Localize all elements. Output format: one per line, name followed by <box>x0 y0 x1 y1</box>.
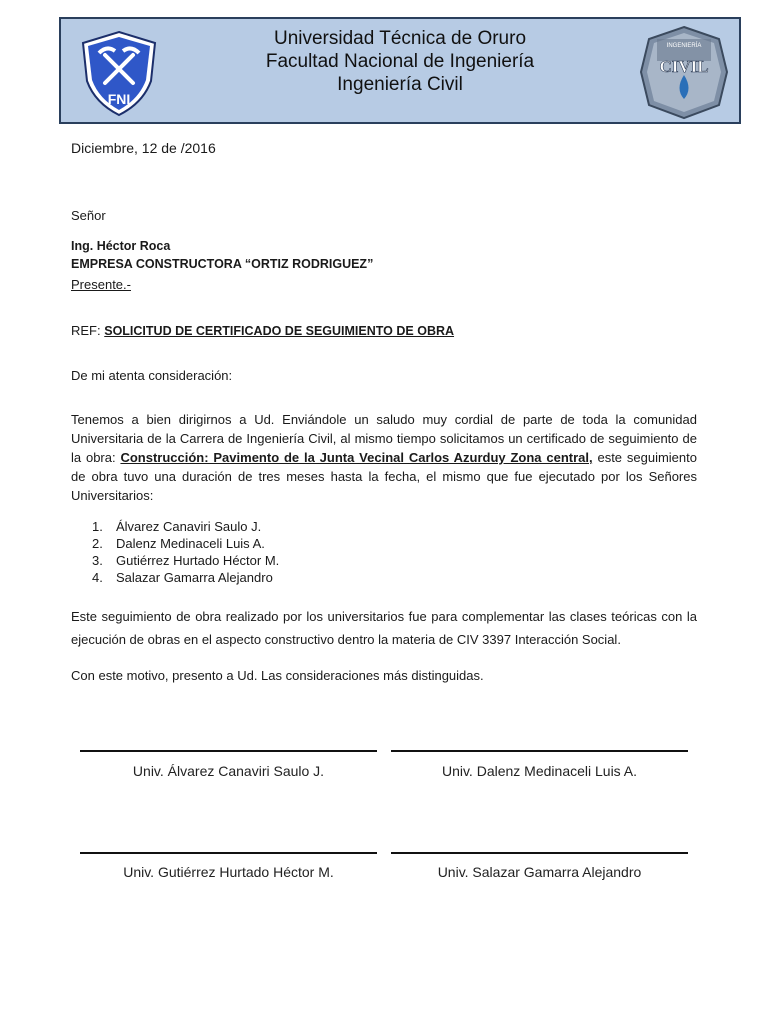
recipient-name: Ing. Héctor Roca <box>71 239 171 253</box>
recipient-company: EMPRESA CONSTRUCTORA “ORTIZ RODRIGUEZ” <box>71 257 374 271</box>
signature-line <box>391 852 688 854</box>
ref-label: REF: <box>71 323 105 338</box>
letterhead <box>59 17 741 124</box>
list-item <box>92 518 279 535</box>
student-name: Gutiérrez Hurtado Héctor M. <box>116 553 280 568</box>
signature-name: Univ. Álvarez Canaviri Saulo J. <box>132 763 325 779</box>
signature-line <box>80 852 377 854</box>
student-name: Dalenz Medinaceli Luis A. <box>116 536 265 551</box>
faculty-name: Facultad Nacional de Ingeniería <box>265 51 535 72</box>
signature-name: Univ. Salazar Gamarra Alejandro <box>437 864 642 880</box>
list-number: 3. <box>92 553 103 568</box>
closing-line: Con este motivo, presento a Ud. Las consideraciones más distinguidas. <box>71 668 484 683</box>
greeting: De mi atenta consideración: <box>71 368 233 383</box>
student-name: Álvarez Canaviri Saulo J. <box>116 519 262 534</box>
signature-name: Univ. Gutiérrez Hurtado Héctor M. <box>123 864 334 880</box>
reference-line <box>71 322 454 340</box>
university-name: Universidad Técnica de Oruro <box>273 28 527 49</box>
ref-subject: SOLICITUD DE CERTIFICADO DE SEGUIMIENTO DE OBRA <box>104 324 455 338</box>
department-name: Ingeniería Civil <box>337 74 463 95</box>
list-item <box>92 552 279 569</box>
body-paragraph-1 <box>71 410 697 505</box>
list-number: 1. <box>92 519 103 534</box>
list-number: 2. <box>92 536 103 551</box>
project-name: Construcción: Pavimento de la Junta Vecinal Carlos Azurduy Zona central, <box>120 450 593 465</box>
civil-logo-text: CIVIL <box>659 57 709 76</box>
p1-text-a: Tenemos a bien dirigirnos a Ud. Enviándole un saludo muy cordial de parte de toda la comunidad Universitaria de la Carrera de Ingeniería Civil, al mismo tiempo solicitamos un certificado de seguimiento de la obra: <box>71 412 697 465</box>
civil-engineering-logo <box>639 25 729 120</box>
list-number: 4. <box>92 570 103 585</box>
fni-logo-text: FNI <box>107 91 131 107</box>
student-list <box>92 518 279 586</box>
signature-name: Univ. Dalenz Medinaceli Luis A. <box>441 763 638 779</box>
letter-date: Diciembre, 12 de /2016 <box>71 140 216 156</box>
salutation: Señor <box>71 208 106 223</box>
civil-logo-small-text: INGENIERÍA <box>666 43 702 49</box>
student-name: Salazar Gamarra Alejandro <box>116 570 273 585</box>
list-item <box>92 535 279 552</box>
presente-label: Presente.- <box>71 277 131 292</box>
signature-line <box>391 750 688 752</box>
p1-text-b: este seguimiento de obra tuvo una duración de tres meses hasta la fecha, el mismo que fue ejecutado por los Señores Universitarios: <box>71 450 697 503</box>
body-paragraph-2: Este seguimiento de obra realizado por los universitarios fue para complementar las clases teóricas con la ejecución de obras en el aspecto constructivo dentro la materia de CIV 3397 Interacción Social. <box>71 609 697 647</box>
list-item <box>92 569 279 586</box>
signature-line <box>80 750 377 752</box>
